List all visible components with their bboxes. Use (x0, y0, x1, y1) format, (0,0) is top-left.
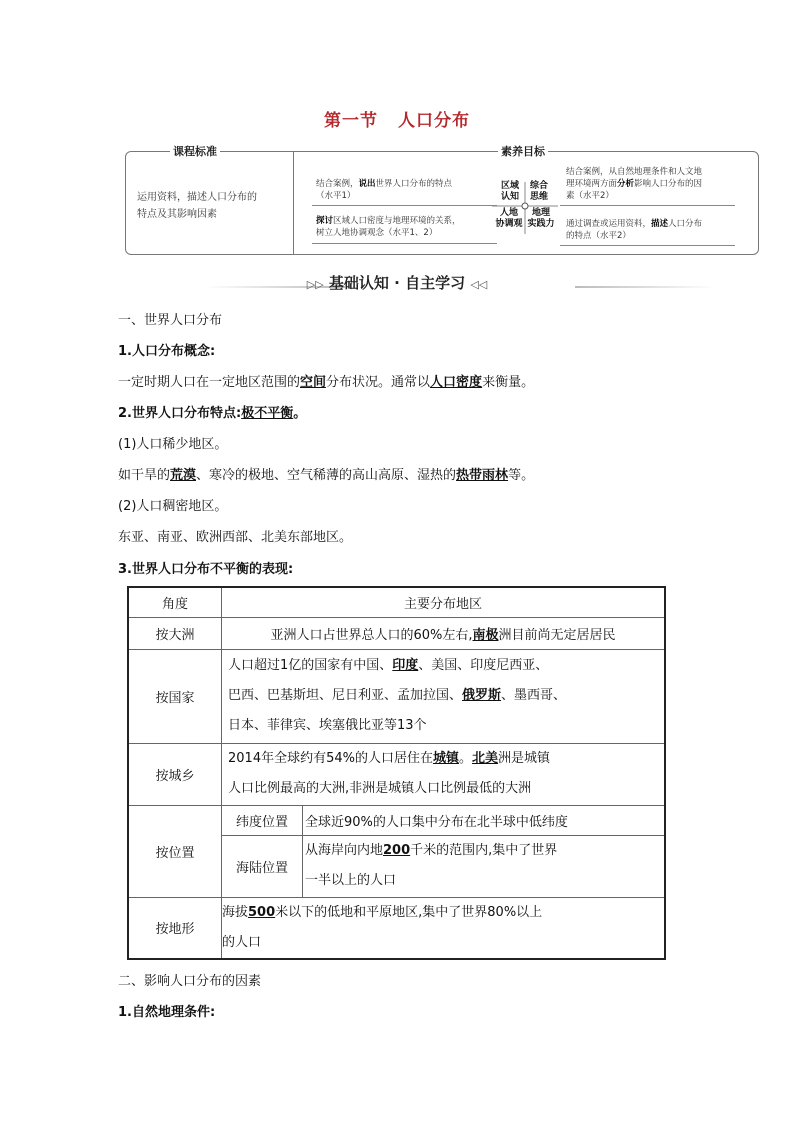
row-label-country: 按国家 (128, 649, 222, 743)
section-1-2-2: (2)人口稠密地区。 (118, 499, 228, 514)
section-1-3-title: 3.世界人口分布不平衡的表现: (118, 562, 294, 577)
row-text-urban: 2014年全球约有54%的人口居住在城镇。北美洲是城镇 人口比例最高的大洲,非洲是城镇人口比例最低的大洲 (222, 743, 666, 805)
goal-1: 结合案例，说出世界人口分布的特点 （水平1） (316, 179, 453, 201)
tag-comprehensive-thinking: 综合 思维 (529, 181, 548, 202)
section-1-2-2-text: 东亚、南亚、欧洲西部、北美东部地区。 (118, 530, 353, 545)
row-label-continent: 按大洲 (128, 617, 222, 649)
table-head-angle: 角度 (128, 587, 222, 617)
standards-divider (293, 151, 294, 255)
distribution-table (127, 586, 666, 960)
sub-label-sea-land: 海陆位置 (222, 835, 303, 897)
row-text-country: 人口超过1亿的国家有中国、印度、美国、印度尼西亚、 巴西、巴基斯坦、尼日利亚、孟加拉国、俄罗斯、墨西哥、 日本、菲律宾、埃塞俄比亚等13个 (222, 649, 666, 743)
arrow-left-icon: ◁◁ (470, 278, 488, 291)
table-row (128, 617, 665, 649)
section-banner: ▷▷ 基础认知 · 自主学习 ◁◁ (306, 274, 488, 292)
row-text-continent: 亚洲人口占世界总人口的60%左右,南极洲目前尚无定居居民 (222, 617, 666, 649)
table-row (128, 649, 665, 743)
section-1-1-text: 一定时期人口在一定地区范围的空间分布状况。通常以人口密度来衡量。 (118, 375, 535, 390)
goal-3-line (560, 205, 735, 206)
tag-human-land: 人地 协调观 (495, 208, 523, 229)
course-standard-text: 运用资料，描述人口分布的 特点及其影响因素 (137, 192, 257, 220)
table-row (128, 743, 665, 805)
section-1-2-title: 2.世界人口分布特点:极不平衡。 (118, 406, 307, 421)
row-label-terrain: 按地形 (128, 897, 222, 959)
sub-text-latitude: 全球近90%的人口集中分布在北半球中低纬度 (303, 805, 666, 835)
goal-4: 通过调查或运用资料，描述人口分布 的特点（水平2） (566, 219, 703, 241)
goal-3: 结合案例，从自然地理条件和人文地 理环境两方面分析影响人口分布的因 素（水平2） (566, 167, 703, 201)
goal-4-line (560, 245, 735, 246)
row-label-position: 按位置 (128, 805, 222, 897)
goal-2: 探讨区域人口密度与地理环境的关系， 树立人地协调观念（水平1、2） (316, 216, 461, 238)
tags-diagram (490, 178, 560, 238)
row-text-terrain: 海拔500米以下的低地和平原地区,集中了世界80%以上 的人口 (222, 897, 666, 959)
course-standard-header: 课程标准 (170, 143, 220, 159)
tag-regional-cognition: 区域 认知 (500, 181, 519, 202)
page-title: 第一节 人口分布 (324, 111, 470, 131)
table-row (128, 587, 665, 617)
section-1-2-1: (1)人口稀少地区。 (118, 437, 228, 452)
section-1-2-1-text: 如干旱的荒漠、寒冷的极地、空气稀薄的高山高原、湿热的热带雨林等。 (118, 468, 535, 483)
tag-geo-practice: 地理 实践力 (527, 208, 555, 229)
section-1-1-title: 1.人口分布概念: (118, 344, 216, 359)
table-row (128, 897, 665, 959)
sub-text-sea-land: 从海岸向内地200千米的范围内,集中了世界 一半以上的人口 (303, 835, 666, 897)
sub-label-latitude: 纬度位置 (222, 805, 303, 835)
section-2-title: 二、影响人口分布的因素 (118, 974, 262, 989)
section-2-1-title: 1.自然地理条件: (118, 1005, 216, 1020)
goal-1-line (312, 205, 497, 206)
goal-2-line (312, 243, 497, 244)
section-1-title: 一、世界人口分布 (118, 313, 223, 328)
table-row (128, 805, 665, 835)
arrow-right-icon: ▷▷ (306, 278, 324, 291)
literacy-goal-header: 素养目标 (498, 143, 548, 159)
row-label-urban: 按城乡 (128, 743, 222, 805)
table-head-region: 主要分布地区 (222, 587, 666, 617)
